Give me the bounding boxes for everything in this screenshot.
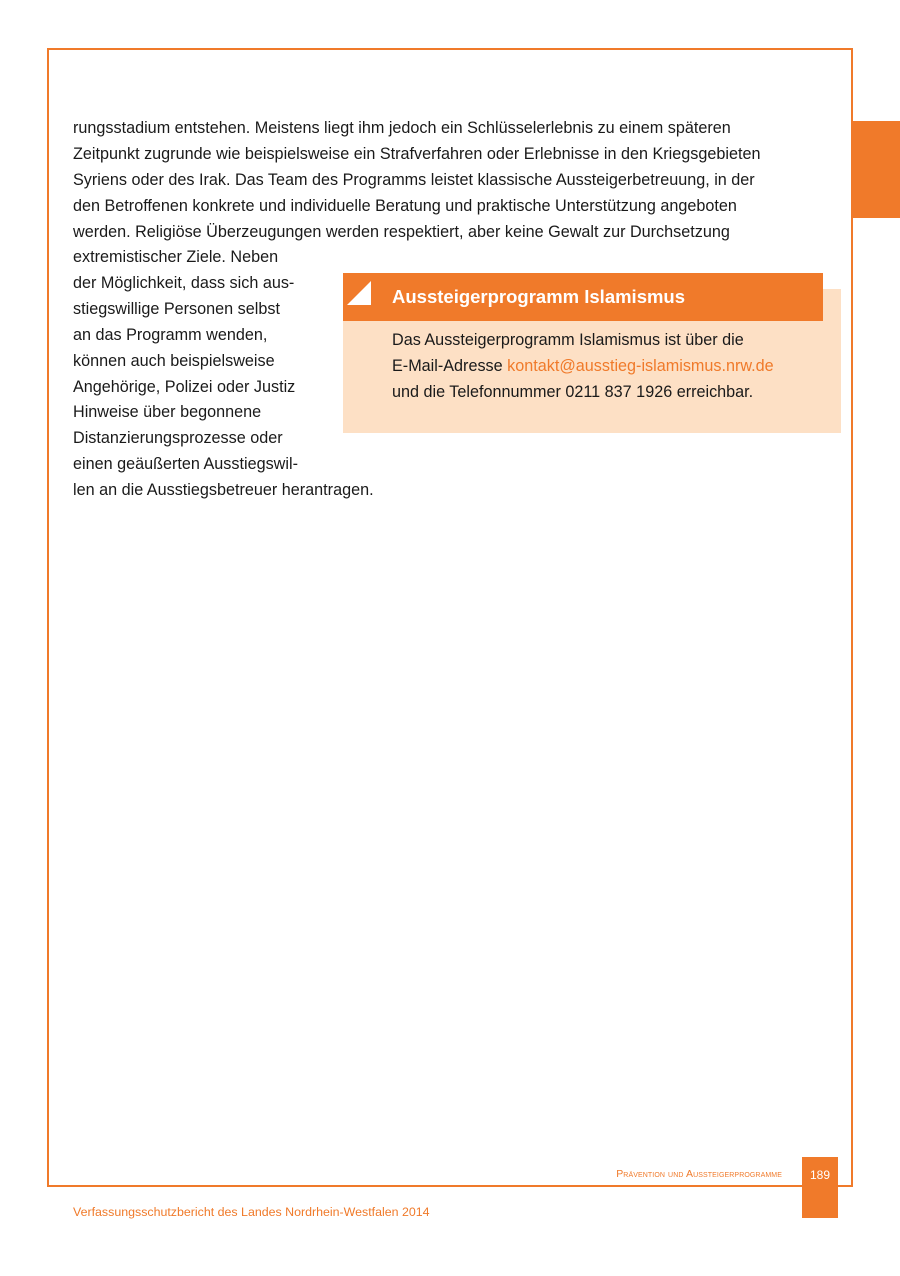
text-line: rungsstadium entstehen. Meistens liegt ihm jedoch ein Schlüsselerlebnis zu einem späteren [73,119,731,137]
chapter-tab-marker [853,121,900,218]
text-line: Zeitpunkt zugrunde wie beispielsweise ein Strafverfahren oder Erlebnisse in den Kriegsgebieten [73,144,761,163]
email-prefix: E-Mail-Adresse [392,356,508,375]
text-line: werden. Religiöse Überzeugungen werden respektiert, aber keine Gewalt zur Durchsetzung [73,222,730,241]
info-box-line: Das Aussteigerprogramm Islamismus ist über die [392,331,744,349]
text-line: Angehörige, Polizei oder Justiz [73,377,296,396]
corner-triangle-icon [347,281,371,305]
body-paragraph-wrapped [73,245,374,504]
info-box-title: Aussteigerprogramm Islamismus [392,286,686,307]
info-box-line: und die Telefonnummer 0211 837 1926 erreichbar. [392,382,754,401]
email-link[interactable]: kontakt@ausstieg-islamismus.nrw.de [507,356,774,375]
info-box-header [343,273,823,321]
footer-section-title: Prävention und Aussteigerprogramme [616,1168,782,1180]
info-box-body [392,328,774,406]
footer-publication: Verfassungsschutzbericht des Landes Nordrhein-Westfalen 2014 [73,1205,430,1219]
text-line: an das Programm wenden, [73,325,268,344]
text-line: stiegswillige Personen selbst [73,299,280,318]
text-line: der Möglichkeit, dass sich aus- [73,273,295,292]
text-line: len an die Ausstiegsbetreuer herantragen. [73,481,374,500]
text-line: den Betroffenen konkrete und individuelle Beratung und praktische Unterstützung angeboten [73,196,737,215]
text-line: Syriens oder des Irak. Das Team des Programms leistet klassische Aussteigerbetreuung, in der [73,170,755,189]
text-line: Distanzierungsprozesse oder [73,429,283,448]
info-box-line [392,354,774,380]
text-line: Hinweise über begonnene [73,403,262,422]
text-line: einen geäußerten Ausstiegswil- [73,455,298,474]
info-box [343,273,841,433]
text-line: können auch beispielsweise [73,351,275,370]
body-paragraph [73,116,760,246]
text-line: extremistischer Ziele. Neben [73,248,279,266]
page-number: 189 [809,1168,831,1182]
page-number-box [802,1157,838,1218]
